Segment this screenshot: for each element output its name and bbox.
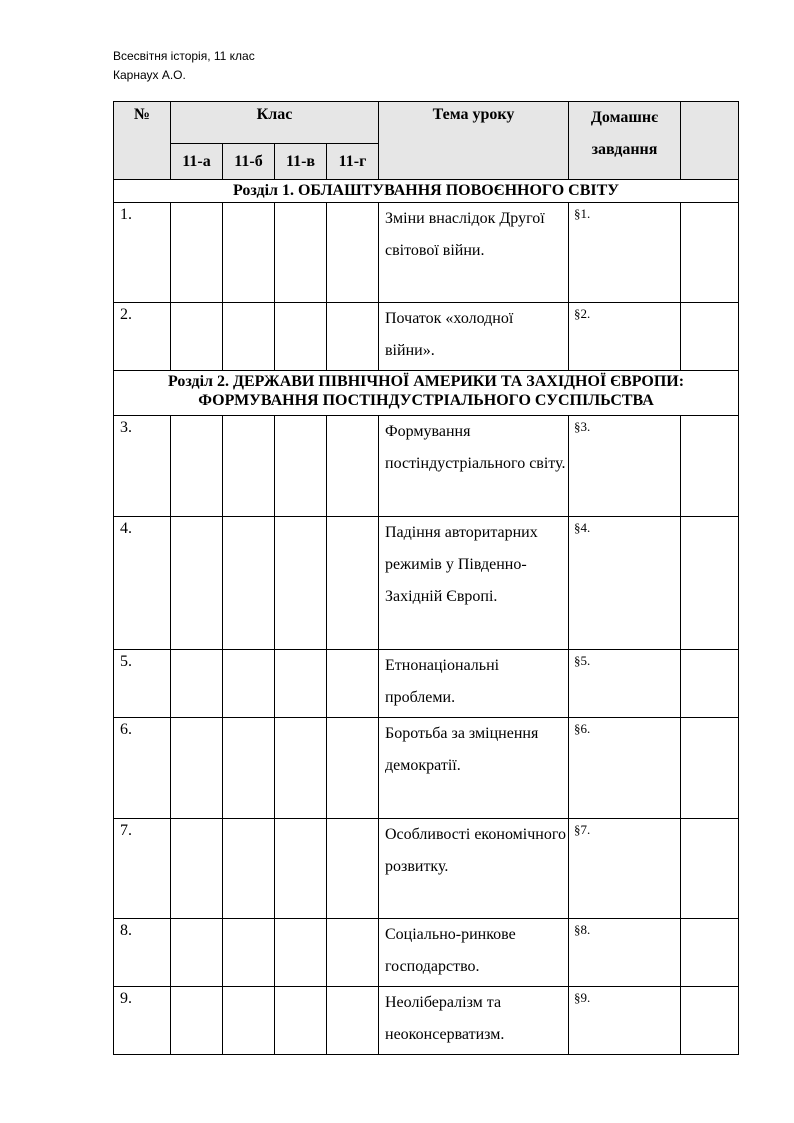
lesson-number: 1. bbox=[114, 203, 171, 303]
lesson-number: 6. bbox=[114, 718, 171, 819]
class-date-cell bbox=[223, 987, 275, 1055]
lesson-number: 5. bbox=[114, 650, 171, 718]
class-date-cell bbox=[223, 416, 275, 517]
class-date-cell bbox=[275, 919, 327, 987]
class-date-cell bbox=[275, 819, 327, 919]
section-row bbox=[114, 180, 739, 203]
class-date-cell bbox=[275, 203, 327, 303]
class-date-cell bbox=[171, 919, 223, 987]
lesson-homework: §9. bbox=[569, 987, 681, 1055]
extra-cell bbox=[681, 203, 739, 303]
lesson-number: 8. bbox=[114, 919, 171, 987]
extra-cell bbox=[681, 517, 739, 650]
lesson-topic: Боротьба за зміцнення демократії. bbox=[379, 718, 569, 819]
lesson-topic: Неолібералізм та неоконсерватизм. bbox=[379, 987, 569, 1055]
class-date-cell bbox=[275, 987, 327, 1055]
lesson-topic: Етнонаціональні проблеми. bbox=[379, 650, 569, 718]
class-date-cell bbox=[327, 819, 379, 919]
header-class-11a: 11-а bbox=[171, 144, 223, 180]
class-date-cell bbox=[171, 650, 223, 718]
extra-cell bbox=[681, 919, 739, 987]
class-date-cell bbox=[327, 718, 379, 819]
lesson-topic: Початок «холодної війни». bbox=[379, 303, 569, 371]
class-date-cell bbox=[171, 819, 223, 919]
lesson-row bbox=[114, 987, 739, 1055]
author-name: Карнаух А.О. bbox=[113, 68, 186, 82]
class-date-cell bbox=[171, 517, 223, 650]
extra-cell bbox=[681, 987, 739, 1055]
lesson-number: 7. bbox=[114, 819, 171, 919]
section-title: Розділ 1. ОБЛАШТУВАННЯ ПОВОЄННОГО СВІТУ bbox=[114, 180, 739, 203]
class-date-cell bbox=[275, 650, 327, 718]
class-date-cell bbox=[223, 919, 275, 987]
lesson-topic: Падіння авторитарних режимів у Південно-Західній Європі. bbox=[379, 517, 569, 650]
class-date-cell bbox=[223, 203, 275, 303]
lesson-homework: §6. bbox=[569, 718, 681, 819]
lesson-row bbox=[114, 303, 739, 371]
class-date-cell bbox=[275, 416, 327, 517]
lesson-homework: §7. bbox=[569, 819, 681, 919]
lesson-homework: §2. bbox=[569, 303, 681, 371]
class-date-cell bbox=[171, 203, 223, 303]
document-header bbox=[113, 47, 255, 85]
lesson-row bbox=[114, 718, 739, 819]
section-row bbox=[114, 371, 739, 416]
lesson-number: 4. bbox=[114, 517, 171, 650]
lesson-topic: Особливості економічного розвитку. bbox=[379, 819, 569, 919]
lesson-topic: Формування постіндустріального світу. bbox=[379, 416, 569, 517]
section-title: Розділ 2. ДЕРЖАВИ ПІВНІЧНОЇ АМЕРИКИ ТА ЗАХІДНОЇ ЄВРОПИ: ФОРМУВАННЯ ПОСТІНДУСТРІАЛЬНОГО СУСПІЛЬСТВА bbox=[114, 371, 739, 416]
class-date-cell bbox=[171, 718, 223, 819]
extra-cell bbox=[681, 650, 739, 718]
lesson-homework: §3. bbox=[569, 416, 681, 517]
extra-cell bbox=[681, 718, 739, 819]
lesson-row bbox=[114, 416, 739, 517]
class-date-cell bbox=[327, 987, 379, 1055]
header-class-11g: 11-г bbox=[327, 144, 379, 180]
class-date-cell bbox=[327, 517, 379, 650]
lesson-homework: §1. bbox=[569, 203, 681, 303]
lesson-topic: Зміни внаслідок Другої світової війни. bbox=[379, 203, 569, 303]
extra-cell bbox=[681, 416, 739, 517]
class-date-cell bbox=[223, 517, 275, 650]
lesson-row bbox=[114, 203, 739, 303]
lesson-homework: §4. bbox=[569, 517, 681, 650]
class-date-cell bbox=[275, 718, 327, 819]
extra-cell bbox=[681, 303, 739, 371]
lesson-topic: Соціально-ринкове господарство. bbox=[379, 919, 569, 987]
lesson-row bbox=[114, 819, 739, 919]
header-class-11b: 11-б bbox=[223, 144, 275, 180]
lesson-number: 2. bbox=[114, 303, 171, 371]
lesson-row bbox=[114, 919, 739, 987]
lesson-plan-table bbox=[113, 101, 739, 1055]
class-date-cell bbox=[275, 517, 327, 650]
class-date-cell bbox=[171, 987, 223, 1055]
lesson-number: 3. bbox=[114, 416, 171, 517]
class-date-cell bbox=[327, 919, 379, 987]
lesson-homework: §8. bbox=[569, 919, 681, 987]
class-date-cell bbox=[223, 819, 275, 919]
header-topic: Тема уроку bbox=[379, 102, 569, 180]
extra-cell bbox=[681, 819, 739, 919]
header-extra bbox=[681, 102, 739, 180]
class-date-cell bbox=[327, 650, 379, 718]
class-date-cell bbox=[327, 303, 379, 371]
class-date-cell bbox=[223, 718, 275, 819]
course-title: Всесвітня історія, 11 клас bbox=[113, 49, 255, 63]
class-date-cell bbox=[223, 650, 275, 718]
header-class: Клас bbox=[171, 102, 379, 144]
lesson-homework: §5. bbox=[569, 650, 681, 718]
lesson-row bbox=[114, 517, 739, 650]
lesson-row bbox=[114, 650, 739, 718]
class-date-cell bbox=[223, 303, 275, 371]
header-number: № bbox=[114, 102, 171, 180]
class-date-cell bbox=[275, 303, 327, 371]
class-date-cell bbox=[327, 416, 379, 517]
lesson-number: 9. bbox=[114, 987, 171, 1055]
class-date-cell bbox=[327, 203, 379, 303]
header-homework: Домашнє завдання bbox=[569, 102, 681, 180]
header-class-11v: 11-в bbox=[275, 144, 327, 180]
class-date-cell bbox=[171, 416, 223, 517]
class-date-cell bbox=[171, 303, 223, 371]
